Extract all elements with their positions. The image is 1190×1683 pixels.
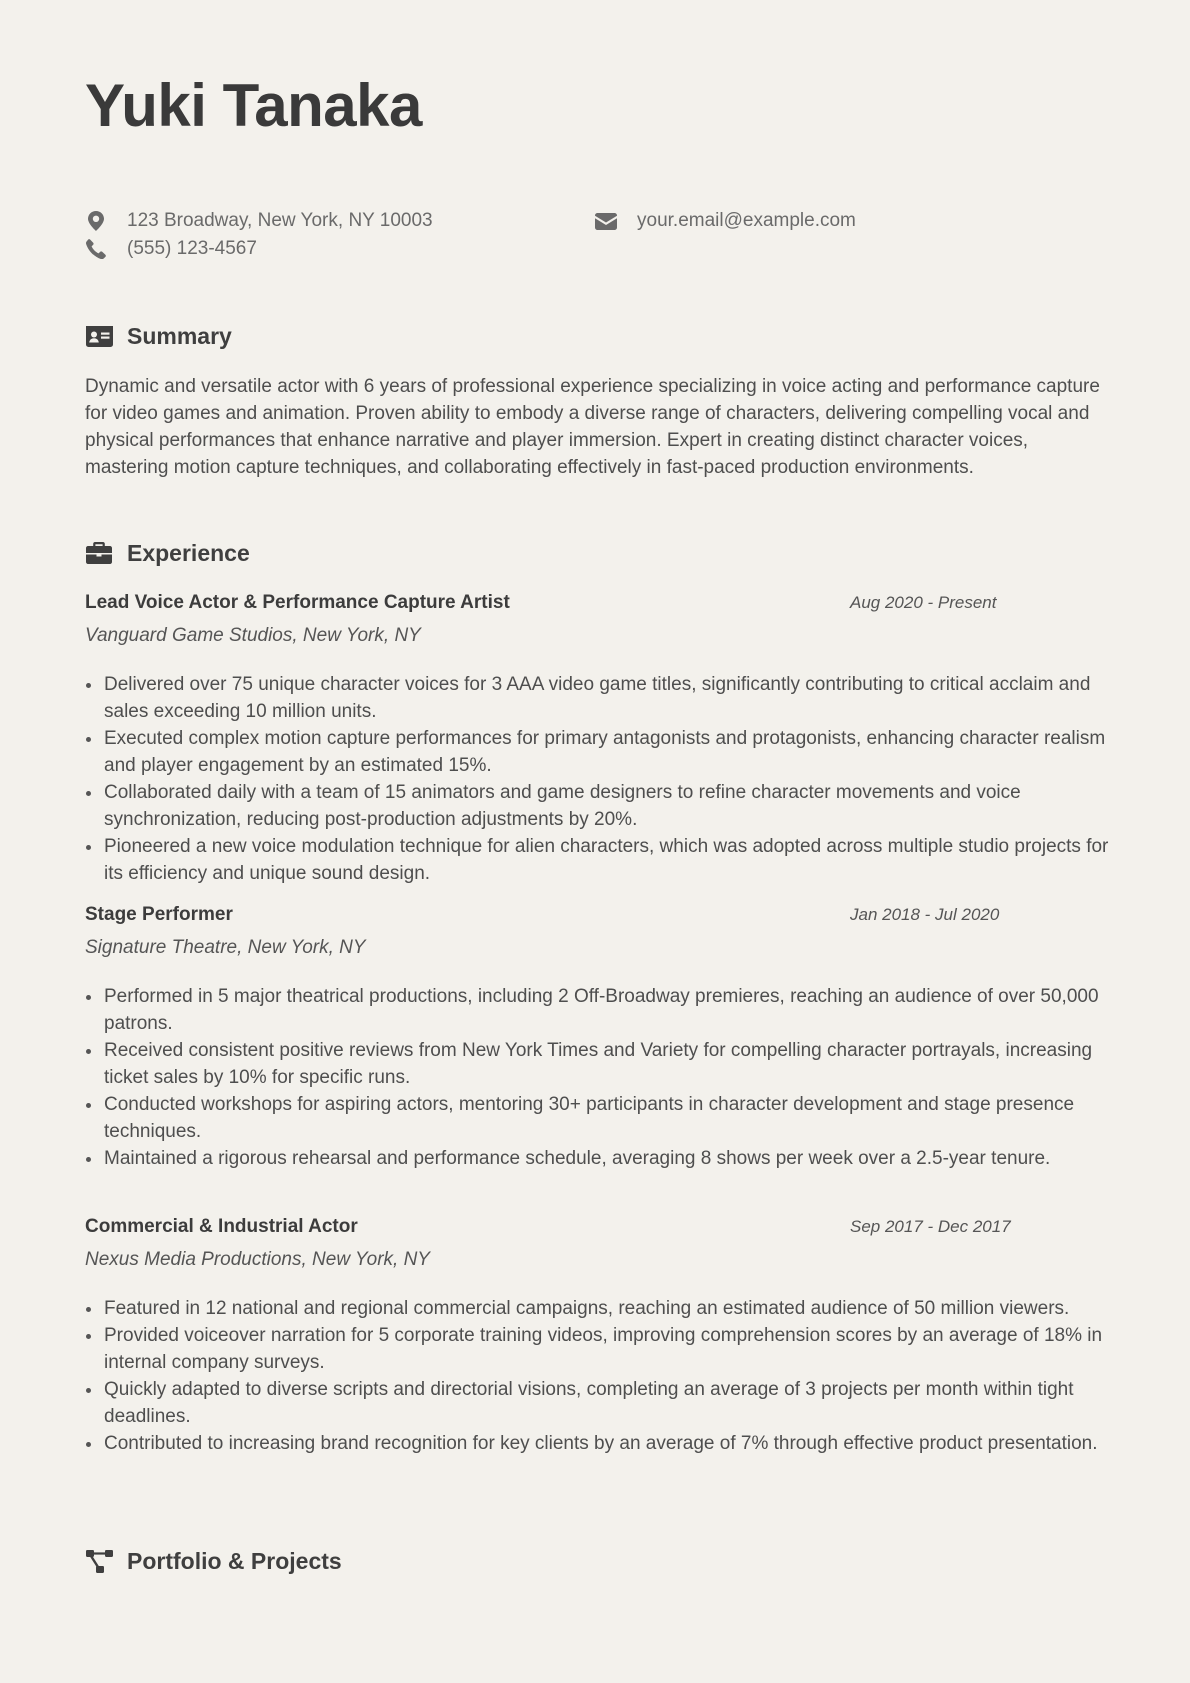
job-company: Nexus Media Productions, New York, NY bbox=[85, 1249, 430, 1270]
job-dates: Sep 2017 - Dec 2017 bbox=[850, 1217, 1011, 1236]
portfolio-title: Portfolio & Projects bbox=[127, 1547, 342, 1574]
job-company: Vanguard Game Studios, New York, NY bbox=[85, 625, 421, 646]
job-title: Commercial & Industrial Actor bbox=[85, 1216, 358, 1237]
job-bullet: Received consistent positive reviews from New York Times and Variety for compelling character portrayals, increasing ticket sales by 10% for specific runs. bbox=[85, 1037, 1110, 1091]
summary-text: Dynamic and versatile actor with 6 years of professional experience specializing in voice acting and performance capture for video games and animation. Proven ability to embody a diverse range of characters, delivering compelling vocal and physical performances that enhance narrative and player immersion. Expert in creating distinct character voices, mastering motion capture techniques, and collaborating effectively in fast-paced production environments. bbox=[85, 376, 1100, 478]
job-company: Signature Theatre, New York, NY bbox=[85, 937, 366, 958]
job-dates: Aug 2020 - Present bbox=[850, 593, 997, 612]
contact-phone bbox=[85, 238, 257, 260]
job-bullet: Executed complex motion capture performances for primary antagonists and protagonists, enhancing character realism and player engagement by an estimated 15%. bbox=[85, 725, 1110, 779]
experience-heading bbox=[85, 539, 250, 567]
address-text: 123 Broadway, New York, NY 10003 bbox=[127, 210, 433, 231]
job-bullet: Collaborated daily with a team of 15 animators and game designers to refine character movements and voice synchronization, reducing post-production adjustments by 20%. bbox=[85, 779, 1110, 833]
experience-entry bbox=[85, 591, 1110, 887]
contact-email[interactable] bbox=[595, 210, 856, 232]
id-card-icon bbox=[85, 322, 113, 350]
portfolio-heading bbox=[85, 1547, 342, 1575]
phone-icon bbox=[85, 238, 107, 260]
job-dates: Jan 2018 - Jul 2020 bbox=[850, 905, 1000, 924]
job-bullet: Performed in 5 major theatrical productions, including 2 Off-Broadway premieres, reaching an audience of over 50,000 patrons. bbox=[85, 983, 1110, 1037]
email-text[interactable]: your.email@example.com bbox=[637, 210, 856, 231]
job-bullet: Provided voiceover narration for 5 corporate training videos, improving comprehension scores by an average of 18% in internal company surveys. bbox=[85, 1322, 1110, 1376]
job-bullet: Quickly adapted to diverse scripts and directorial visions, completing an average of 3 projects per month within tight deadlines. bbox=[85, 1376, 1110, 1430]
job-bullet: Contributed to increasing brand recognition for key clients by an average of 7% through effective product presentation. bbox=[85, 1430, 1110, 1457]
project-diagram-icon bbox=[85, 1547, 113, 1575]
experience-entry bbox=[85, 903, 1110, 1172]
job-bullet: Maintained a rigorous rehearsal and performance schedule, averaging 8 shows per week over a 2.5-year tenure. bbox=[85, 1145, 1110, 1172]
contact-address bbox=[85, 210, 433, 232]
job-title: Lead Voice Actor & Performance Capture Artist bbox=[85, 592, 510, 613]
job-bullet: Pioneered a new voice modulation technique for alien characters, which was adopted across multiple studio projects for its efficiency and unique sound design. bbox=[85, 833, 1110, 887]
job-bullet-list bbox=[85, 983, 1110, 1172]
envelope-icon bbox=[595, 210, 617, 232]
briefcase-icon bbox=[85, 539, 113, 567]
experience-entry bbox=[85, 1215, 1110, 1457]
summary-title: Summary bbox=[127, 322, 232, 349]
candidate-name: Yuki Tanaka bbox=[85, 72, 422, 139]
job-bullet: Delivered over 75 unique character voices for 3 AAA video game titles, significantly contributing to critical acclaim and sales exceeding 10 million units. bbox=[85, 671, 1110, 725]
job-bullet-list bbox=[85, 671, 1110, 887]
summary-heading bbox=[85, 322, 232, 350]
experience-title: Experience bbox=[127, 539, 250, 566]
contact-info bbox=[85, 210, 1110, 270]
job-bullet: Featured in 12 national and regional commercial campaigns, reaching an estimated audience of 50 million viewers. bbox=[85, 1295, 1110, 1322]
phone-text: (555) 123-4567 bbox=[127, 238, 257, 259]
job-bullet: Conducted workshops for aspiring actors, mentoring 30+ participants in character development and stage presence techniques. bbox=[85, 1091, 1110, 1145]
map-marker-icon bbox=[85, 210, 107, 232]
job-title: Stage Performer bbox=[85, 904, 233, 925]
job-bullet-list bbox=[85, 1295, 1110, 1457]
